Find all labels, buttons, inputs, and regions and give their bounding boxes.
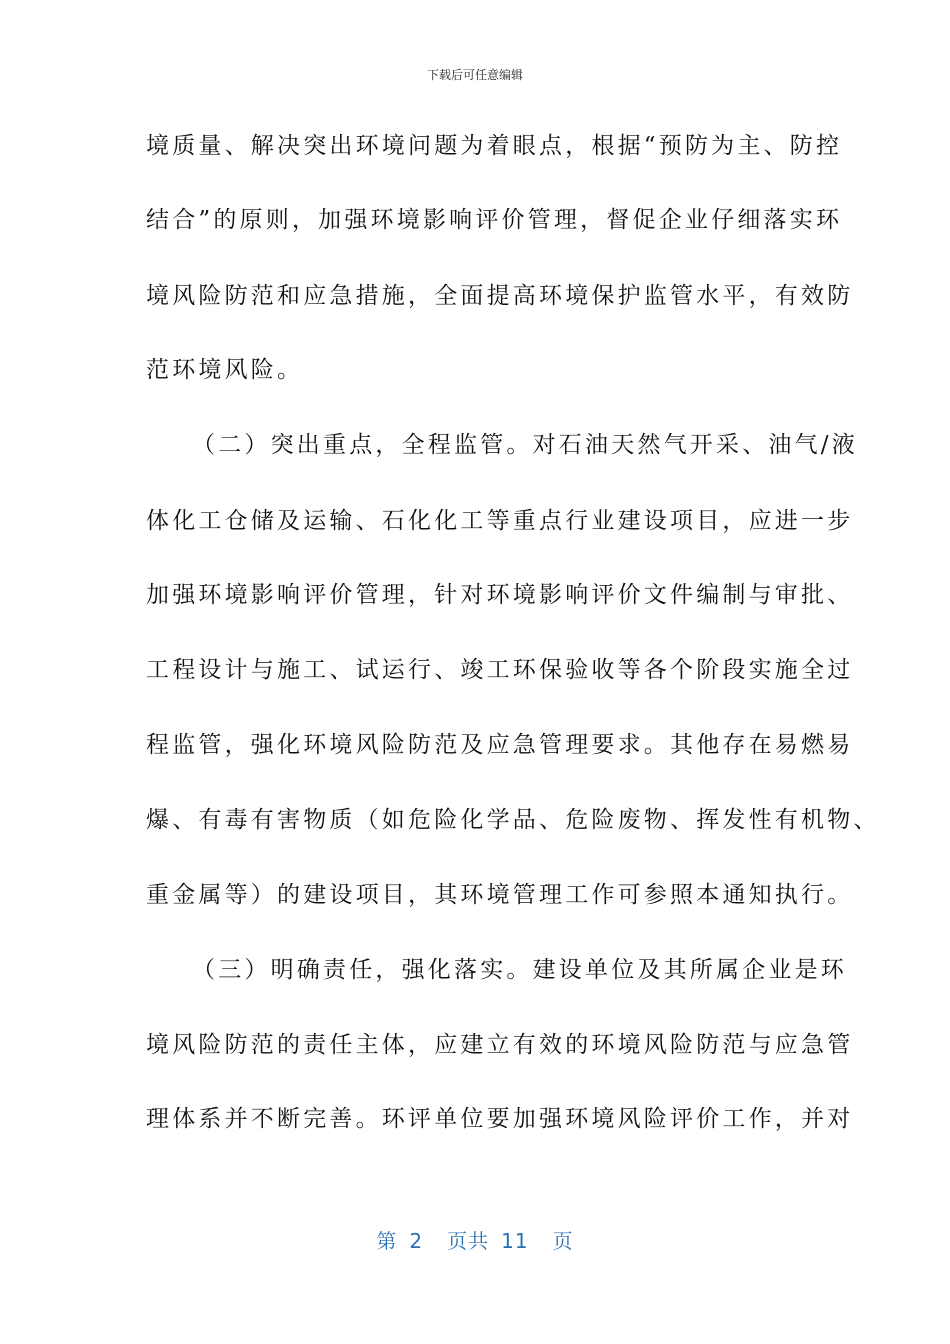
paragraph-line: （二）突出重点，全程监管。对石油天然气开采、油气/液	[192, 432, 858, 458]
paragraph-line: 结合”的原则，加强环境影响评价管理，督促企业仔细落实环	[146, 207, 843, 233]
paragraph-line: 范环境风险。	[146, 357, 304, 383]
paragraph-line: （三）明确责任，强化落实。建设单位及其所属企业是环	[192, 957, 847, 983]
footer-prefix: 第	[376, 1229, 398, 1253]
paragraph-line: 境风险防范的责任主体，应建立有效的环境风险防范与应急管	[146, 1032, 854, 1058]
paragraph-line: 重金属等）的建设项目，其环境管理工作可参照本通知执行。	[146, 882, 854, 908]
paragraph-line: 程监管，强化环境风险防范及应急管理要求。其他存在易燃易	[146, 732, 854, 758]
paragraph-line: 加强环境影响评价管理，针对环境影响评价文件编制与审批、	[146, 582, 854, 608]
paragraph-line: 工程设计与施工、试运行、竣工环保验收等各个阶段实施全过	[146, 657, 854, 683]
page-header: 下载后可任意编辑	[426, 68, 523, 82]
paragraph-line: 体化工仓储及运输、石化化工等重点行业建设项目，应进一步	[146, 508, 854, 534]
paragraph-line: 爆、有毒有害物质（如危险化学品、危险废物、挥发性有机物、	[146, 807, 880, 833]
footer-total-pages: 11	[501, 1229, 529, 1253]
paragraph-line: 境质量、解决突出环境问题为着眼点，根据“预防为主、防控	[146, 133, 843, 159]
page-footer	[0, 1225, 950, 1254]
footer-middle: 页共	[447, 1229, 490, 1253]
footer-suffix: 页	[552, 1229, 574, 1253]
footer-page-number: 2	[409, 1229, 424, 1253]
paragraph-line: 境风险防范和应急措施，全面提高环境保护监管水平，有效防	[146, 283, 854, 309]
paragraph-line: 理体系并不断完善。环评单位要加强环境风险评价工作，并对	[146, 1106, 854, 1132]
